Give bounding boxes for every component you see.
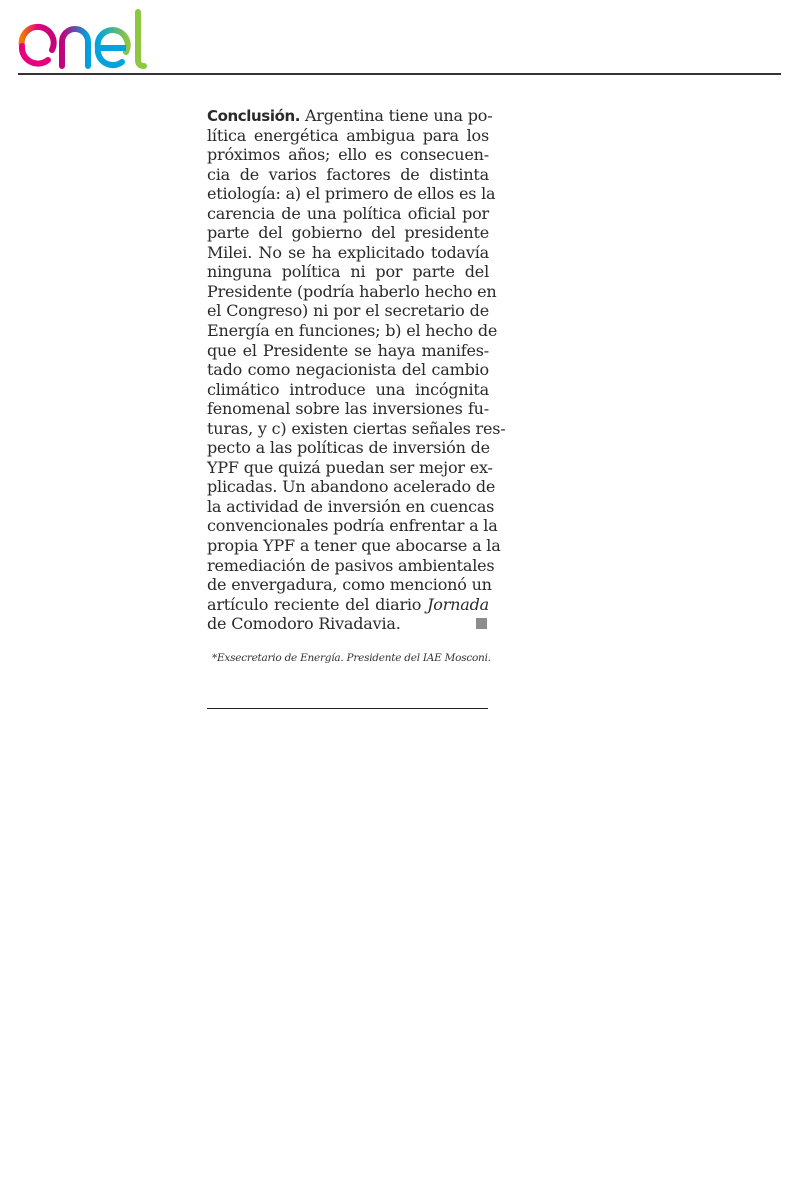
article-line: tado como negacionista del cambio [207, 360, 489, 380]
article-line: climático introduce una incógnita [207, 379, 489, 399]
article-line: parte del gobierno del presidente [207, 223, 489, 243]
article-line: de Comodoro Rivadavia. [207, 614, 489, 634]
article-line: turas, y c) existen ciertas señales res- [207, 418, 506, 438]
article-line: propia YPF a tener que abocarse a la [207, 536, 501, 556]
article-body [207, 106, 506, 634]
article-line: Presidente (podría haberlo hecho en [207, 281, 497, 301]
article-line: Milei. No se ha explicitado todavía [207, 242, 489, 262]
article-line: la actividad de inversión en cuencas [207, 496, 495, 516]
article-line: que el Presidente se haya manifes- [207, 340, 489, 360]
article-line: YPF que quizá puedan ser mejor ex- [207, 457, 493, 477]
author-footnote: *Exsecretario de Energía. Presidente del IAE Mosconi. [212, 652, 491, 664]
article-line: carencia de una política oficial por [207, 203, 489, 223]
article-line: etiología: a) el primero de ellos es la [207, 184, 496, 204]
article-line: ninguna política ni por parte del [207, 262, 489, 282]
conclusion-heading: Conclusión. [207, 107, 301, 125]
article-line: artículo reciente del diario Jornada [207, 594, 489, 614]
end-of-article-mark [476, 618, 487, 629]
page-header [0, 0, 800, 80]
article-line: fenomenal sobre las inversiones fu- [207, 399, 489, 419]
article-line: cia de varios factores de distinta [207, 164, 489, 184]
article-line: convencionales podría enfrentar a la [207, 516, 498, 536]
article-line: pecto a las políticas de inversión de [207, 438, 490, 458]
article-line: el Congreso) ni por el secretario de [207, 301, 489, 321]
article-line: de envergadura, como mencionó un [207, 575, 492, 595]
article-line: Energía en funciones; b) el hecho de [207, 321, 498, 341]
article-line: Conclusión. Argentina tiene una po- [207, 106, 493, 125]
article-bottom-rule [207, 708, 488, 709]
article-line: plicadas. Un abandono acelerado de [207, 477, 496, 497]
enel-logo [18, 8, 178, 70]
article-line: lítica energética ambigua para los [207, 125, 489, 145]
newspaper-name: Jornada [427, 594, 489, 614]
article-line: remediación de pasivos ambientales [207, 555, 495, 575]
article-line: próximos años; ello es consecuen- [207, 145, 489, 165]
header-divider [18, 73, 781, 75]
